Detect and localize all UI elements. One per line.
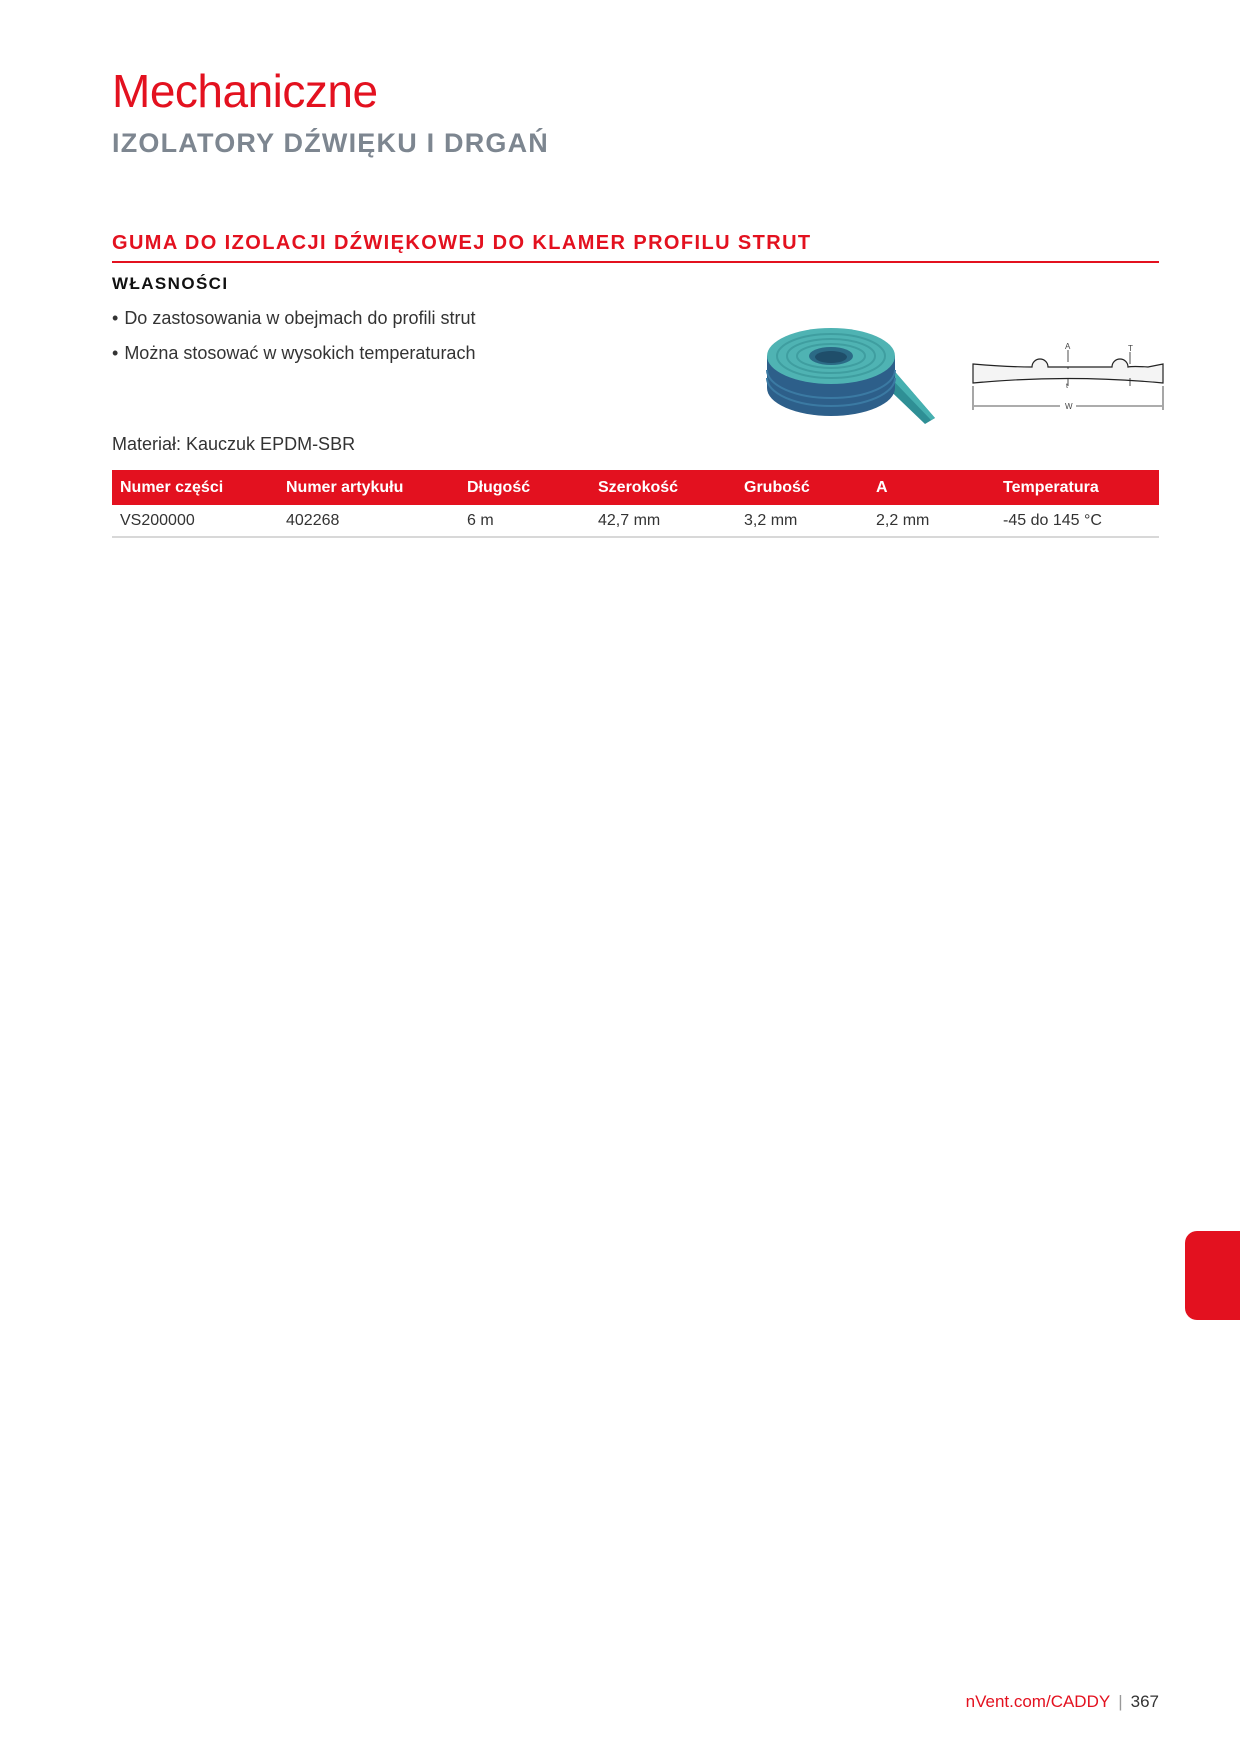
dim-label-t: T: [1128, 344, 1133, 353]
table-row: [112, 505, 1159, 537]
table-cell: -45 do 145 °C: [995, 505, 1159, 537]
material-text: Materiał: Kauczuk EPDM-SBR: [112, 434, 356, 454]
table-header-row: [112, 470, 1159, 505]
profile-diagram: [968, 338, 1168, 418]
table-cell: VS200000: [112, 505, 278, 537]
bullet-text: Do zastosowania w obejmach do profili strut: [124, 308, 476, 328]
table-cell: 6 m: [459, 505, 590, 537]
bullet-text: Można stosować w wysokich temperaturach: [124, 343, 476, 363]
column-header: Grubość: [736, 470, 868, 505]
footer-link[interactable]: nVent.com/CADDY: [965, 1692, 1111, 1711]
table-cell: 402268: [278, 505, 459, 537]
product-image: [765, 326, 935, 426]
list-item: [112, 306, 475, 341]
page-number: 367: [1130, 1692, 1159, 1711]
page-subtitle: IZOLATORY DŹWIĘKU I DRGAŃ: [112, 128, 549, 158]
properties-label: WŁASNOŚCI: [112, 274, 229, 293]
table-cell: 3,2 mm: [736, 505, 868, 537]
dim-label-a: A: [1065, 342, 1071, 351]
dim-label-w: W: [1065, 402, 1073, 411]
table-cell: 2,2 mm: [868, 505, 995, 537]
dim-label-thickness: t: [1066, 383, 1068, 390]
footer-separator: |: [1118, 1692, 1123, 1711]
column-header: Numer części: [112, 470, 278, 505]
list-item: [112, 341, 475, 376]
column-header: Szerokość: [590, 470, 736, 505]
chapter-tab: [1185, 1231, 1240, 1320]
column-header: A: [868, 470, 995, 505]
table-cell: 42,7 mm: [590, 505, 736, 537]
column-header: Długość: [459, 470, 590, 505]
page-footer: [966, 1692, 1159, 1712]
column-header: Numer artykułu: [278, 470, 459, 505]
column-header: Temperatura: [995, 470, 1159, 505]
page-title: Mechaniczne: [112, 65, 378, 117]
properties-list: [112, 306, 475, 376]
section-heading: GUMA DO IZOLACJI DŹWIĘKOWEJ DO KLAMER PROFILU STRUT: [112, 232, 1159, 263]
spec-table: [112, 470, 1159, 538]
